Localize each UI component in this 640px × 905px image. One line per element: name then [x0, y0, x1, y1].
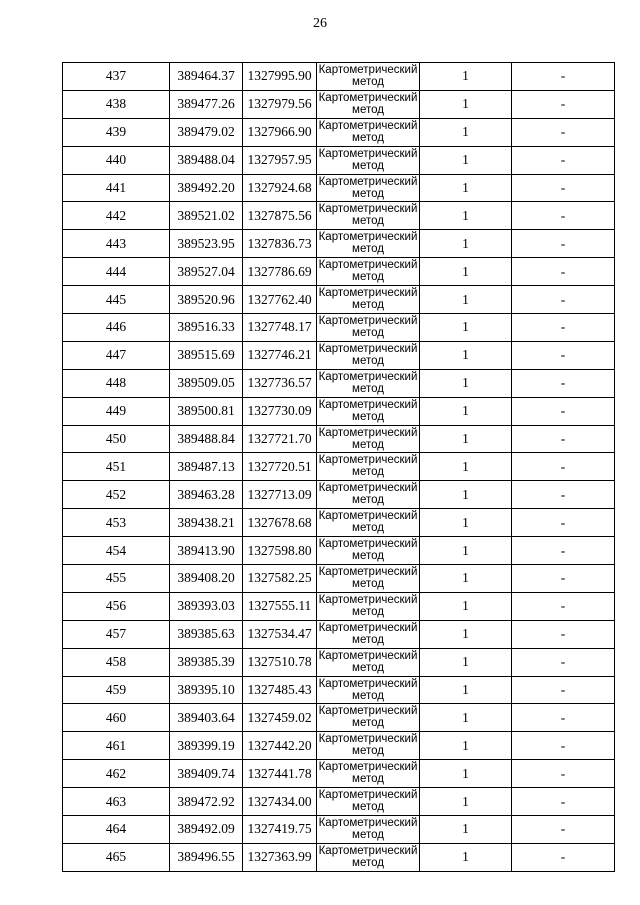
count-cell: 1	[420, 843, 512, 871]
method-cell	[317, 704, 420, 732]
x-coordinate-cell: 389500.81	[170, 397, 243, 425]
method-cell	[317, 676, 420, 704]
y-coordinate-cell: 1327534.47	[243, 620, 317, 648]
table-row	[63, 90, 615, 118]
note-cell: -	[512, 146, 615, 174]
note-cell: -	[512, 230, 615, 258]
table-row	[63, 258, 615, 286]
x-coordinate-cell: 389477.26	[170, 90, 243, 118]
table-row	[63, 732, 615, 760]
point-number-cell: 465	[63, 843, 170, 871]
y-coordinate-cell: 1327582.25	[243, 565, 317, 593]
method-text: Картометрический метод	[318, 64, 418, 88]
method-text: Картометрический метод	[318, 203, 418, 228]
table-row	[63, 704, 615, 732]
table-row	[63, 760, 615, 788]
count-cell: 1	[420, 565, 512, 593]
x-coordinate-cell: 389408.20	[170, 565, 243, 593]
note-cell: -	[512, 732, 615, 760]
method-text: Картометрический метод	[318, 538, 418, 563]
x-coordinate-cell: 389463.28	[170, 481, 243, 509]
method-text: Картометрический метод	[318, 817, 418, 842]
x-coordinate-cell: 389527.04	[170, 258, 243, 286]
note-cell: -	[512, 620, 615, 648]
note-cell: -	[512, 453, 615, 481]
method-cell	[317, 397, 420, 425]
note-cell: -	[512, 843, 615, 871]
table-row	[63, 816, 615, 844]
count-cell: 1	[420, 481, 512, 509]
coordinates-table	[62, 62, 615, 872]
method-cell	[317, 843, 420, 871]
count-cell: 1	[420, 369, 512, 397]
count-cell: 1	[420, 425, 512, 453]
point-number-cell: 441	[63, 174, 170, 202]
y-coordinate-cell: 1327924.68	[243, 174, 317, 202]
point-number-cell: 451	[63, 453, 170, 481]
method-cell	[317, 565, 420, 593]
y-coordinate-cell: 1327363.99	[243, 843, 317, 871]
method-text: Картометрический метод	[318, 510, 418, 535]
y-coordinate-cell: 1327979.56	[243, 90, 317, 118]
coordinates-table-body	[63, 63, 615, 872]
y-coordinate-cell: 1327721.70	[243, 425, 317, 453]
y-coordinate-cell: 1327441.78	[243, 760, 317, 788]
table-row	[63, 341, 615, 369]
note-cell: -	[512, 63, 615, 91]
x-coordinate-cell: 389399.19	[170, 732, 243, 760]
count-cell: 1	[420, 90, 512, 118]
method-cell	[317, 314, 420, 342]
point-number-cell: 443	[63, 230, 170, 258]
method-cell	[317, 732, 420, 760]
x-coordinate-cell: 389385.39	[170, 648, 243, 676]
method-cell	[317, 453, 420, 481]
x-coordinate-cell: 389515.69	[170, 341, 243, 369]
count-cell: 1	[420, 704, 512, 732]
method-cell	[317, 202, 420, 230]
method-cell	[317, 146, 420, 174]
y-coordinate-cell: 1327459.02	[243, 704, 317, 732]
x-coordinate-cell: 389509.05	[170, 369, 243, 397]
y-coordinate-cell: 1327678.68	[243, 509, 317, 537]
x-coordinate-cell: 389488.04	[170, 146, 243, 174]
x-coordinate-cell: 389438.21	[170, 509, 243, 537]
y-coordinate-cell: 1327419.75	[243, 816, 317, 844]
point-number-cell: 437	[63, 63, 170, 91]
x-coordinate-cell: 389385.63	[170, 620, 243, 648]
note-cell: -	[512, 648, 615, 676]
y-coordinate-cell: 1327434.00	[243, 788, 317, 816]
count-cell: 1	[420, 788, 512, 816]
method-cell	[317, 592, 420, 620]
note-cell: -	[512, 509, 615, 537]
method-text: Картометрический метод	[318, 566, 418, 591]
table-row	[63, 565, 615, 593]
x-coordinate-cell: 389403.64	[170, 704, 243, 732]
table-row	[63, 592, 615, 620]
table-row	[63, 118, 615, 146]
y-coordinate-cell: 1327966.90	[243, 118, 317, 146]
count-cell: 1	[420, 202, 512, 230]
count-cell: 1	[420, 537, 512, 565]
point-number-cell: 454	[63, 537, 170, 565]
method-text: Картометрический метод	[318, 705, 418, 730]
table-row	[63, 481, 615, 509]
method-text: Картометрический метод	[318, 844, 418, 869]
method-text: Картометрический метод	[318, 621, 418, 646]
point-number-cell: 445	[63, 286, 170, 314]
table-row	[63, 537, 615, 565]
method-cell	[317, 118, 420, 146]
y-coordinate-cell: 1327598.80	[243, 537, 317, 565]
x-coordinate-cell: 389479.02	[170, 118, 243, 146]
method-cell	[317, 425, 420, 453]
count-cell: 1	[420, 592, 512, 620]
method-text: Картометрический метод	[318, 287, 418, 312]
y-coordinate-cell: 1327836.73	[243, 230, 317, 258]
method-text: Картометрический метод	[318, 454, 418, 479]
method-cell	[317, 509, 420, 537]
point-number-cell: 442	[63, 202, 170, 230]
table-row	[63, 146, 615, 174]
count-cell: 1	[420, 732, 512, 760]
method-cell	[317, 63, 420, 91]
point-number-cell: 449	[63, 397, 170, 425]
count-cell: 1	[420, 286, 512, 314]
method-text: Картометрический метод	[318, 315, 418, 340]
x-coordinate-cell: 389520.96	[170, 286, 243, 314]
note-cell: -	[512, 174, 615, 202]
count-cell: 1	[420, 676, 512, 704]
note-cell: -	[512, 481, 615, 509]
y-coordinate-cell: 1327995.90	[243, 63, 317, 91]
point-number-cell: 450	[63, 425, 170, 453]
page-number: 26	[313, 16, 327, 31]
point-number-cell: 464	[63, 816, 170, 844]
method-text: Картометрический метод	[318, 119, 418, 144]
method-cell	[317, 174, 420, 202]
count-cell: 1	[420, 314, 512, 342]
method-cell	[317, 286, 420, 314]
method-text: Картометрический метод	[318, 91, 418, 116]
note-cell: -	[512, 537, 615, 565]
table-row	[63, 843, 615, 871]
x-coordinate-cell: 389487.13	[170, 453, 243, 481]
table-row	[63, 286, 615, 314]
note-cell: -	[512, 118, 615, 146]
table-row	[63, 676, 615, 704]
point-number-cell: 452	[63, 481, 170, 509]
note-cell: -	[512, 816, 615, 844]
count-cell: 1	[420, 146, 512, 174]
x-coordinate-cell: 389521.02	[170, 202, 243, 230]
x-coordinate-cell: 389395.10	[170, 676, 243, 704]
y-coordinate-cell: 1327510.78	[243, 648, 317, 676]
note-cell: -	[512, 258, 615, 286]
note-cell: -	[512, 704, 615, 732]
point-number-cell: 456	[63, 592, 170, 620]
x-coordinate-cell: 389464.37	[170, 63, 243, 91]
note-cell: -	[512, 286, 615, 314]
note-cell: -	[512, 565, 615, 593]
x-coordinate-cell: 389523.95	[170, 230, 243, 258]
method-cell	[317, 816, 420, 844]
point-number-cell: 440	[63, 146, 170, 174]
table-row	[63, 230, 615, 258]
point-number-cell: 444	[63, 258, 170, 286]
method-text: Картометрический метод	[318, 761, 418, 786]
method-cell	[317, 369, 420, 397]
y-coordinate-cell: 1327875.56	[243, 202, 317, 230]
method-cell	[317, 341, 420, 369]
count-cell: 1	[420, 648, 512, 676]
method-cell	[317, 258, 420, 286]
table-row	[63, 174, 615, 202]
count-cell: 1	[420, 230, 512, 258]
y-coordinate-cell: 1327786.69	[243, 258, 317, 286]
y-coordinate-cell: 1327748.17	[243, 314, 317, 342]
y-coordinate-cell: 1327746.21	[243, 341, 317, 369]
method-cell	[317, 481, 420, 509]
table-row	[63, 509, 615, 537]
method-text: Картометрический метод	[318, 147, 418, 172]
count-cell: 1	[420, 258, 512, 286]
x-coordinate-cell: 389472.92	[170, 788, 243, 816]
note-cell: -	[512, 341, 615, 369]
count-cell: 1	[420, 453, 512, 481]
point-number-cell: 459	[63, 676, 170, 704]
method-text: Картометрический метод	[318, 231, 418, 256]
count-cell: 1	[420, 816, 512, 844]
point-number-cell: 457	[63, 620, 170, 648]
x-coordinate-cell: 389492.09	[170, 816, 243, 844]
note-cell: -	[512, 592, 615, 620]
y-coordinate-cell: 1327720.51	[243, 453, 317, 481]
method-text: Картометрический метод	[318, 259, 418, 284]
point-number-cell: 455	[63, 565, 170, 593]
point-number-cell: 438	[63, 90, 170, 118]
note-cell: -	[512, 676, 615, 704]
x-coordinate-cell: 389393.03	[170, 592, 243, 620]
note-cell: -	[512, 760, 615, 788]
table-row	[63, 202, 615, 230]
method-text: Картометрический метод	[318, 733, 418, 758]
table-row	[63, 788, 615, 816]
method-cell	[317, 788, 420, 816]
method-cell	[317, 230, 420, 258]
y-coordinate-cell: 1327442.20	[243, 732, 317, 760]
y-coordinate-cell: 1327957.95	[243, 146, 317, 174]
x-coordinate-cell: 389492.20	[170, 174, 243, 202]
y-coordinate-cell: 1327730.09	[243, 397, 317, 425]
point-number-cell: 458	[63, 648, 170, 676]
point-number-cell: 448	[63, 369, 170, 397]
point-number-cell: 453	[63, 509, 170, 537]
method-cell	[317, 760, 420, 788]
x-coordinate-cell: 389496.55	[170, 843, 243, 871]
method-text: Картометрический метод	[318, 482, 418, 507]
method-text: Картометрический метод	[318, 789, 418, 814]
count-cell: 1	[420, 509, 512, 537]
table-row	[63, 369, 615, 397]
y-coordinate-cell: 1327762.40	[243, 286, 317, 314]
table-row	[63, 453, 615, 481]
method-cell	[317, 620, 420, 648]
method-cell	[317, 537, 420, 565]
note-cell: -	[512, 397, 615, 425]
point-number-cell: 462	[63, 760, 170, 788]
method-text: Картометрический метод	[318, 677, 418, 702]
note-cell: -	[512, 90, 615, 118]
table-row	[63, 63, 615, 91]
point-number-cell: 461	[63, 732, 170, 760]
table-row	[63, 425, 615, 453]
method-text: Картометрический метод	[318, 342, 418, 367]
method-text: Картометрический метод	[318, 370, 418, 395]
table-row	[63, 314, 615, 342]
x-coordinate-cell: 389413.90	[170, 537, 243, 565]
table-row	[63, 620, 615, 648]
method-text: Картометрический метод	[318, 398, 418, 423]
count-cell: 1	[420, 174, 512, 202]
method-text: Картометрический метод	[318, 649, 418, 674]
point-number-cell: 446	[63, 314, 170, 342]
y-coordinate-cell: 1327713.09	[243, 481, 317, 509]
note-cell: -	[512, 788, 615, 816]
y-coordinate-cell: 1327736.57	[243, 369, 317, 397]
count-cell: 1	[420, 397, 512, 425]
method-text: Картометрический метод	[318, 426, 418, 451]
y-coordinate-cell: 1327555.11	[243, 592, 317, 620]
y-coordinate-cell: 1327485.43	[243, 676, 317, 704]
count-cell: 1	[420, 760, 512, 788]
point-number-cell: 463	[63, 788, 170, 816]
note-cell: -	[512, 202, 615, 230]
x-coordinate-cell: 389488.84	[170, 425, 243, 453]
point-number-cell: 460	[63, 704, 170, 732]
x-coordinate-cell: 389409.74	[170, 760, 243, 788]
note-cell: -	[512, 369, 615, 397]
note-cell: -	[512, 425, 615, 453]
point-number-cell: 447	[63, 341, 170, 369]
x-coordinate-cell: 389516.33	[170, 314, 243, 342]
method-cell	[317, 648, 420, 676]
count-cell: 1	[420, 341, 512, 369]
point-number-cell: 439	[63, 118, 170, 146]
table-row	[63, 648, 615, 676]
count-cell: 1	[420, 620, 512, 648]
method-text: Картометрический метод	[318, 593, 418, 618]
note-cell: -	[512, 314, 615, 342]
method-cell	[317, 90, 420, 118]
count-cell: 1	[420, 118, 512, 146]
table-row	[63, 397, 615, 425]
count-cell: 1	[420, 63, 512, 91]
method-text: Картометрический метод	[318, 175, 418, 200]
